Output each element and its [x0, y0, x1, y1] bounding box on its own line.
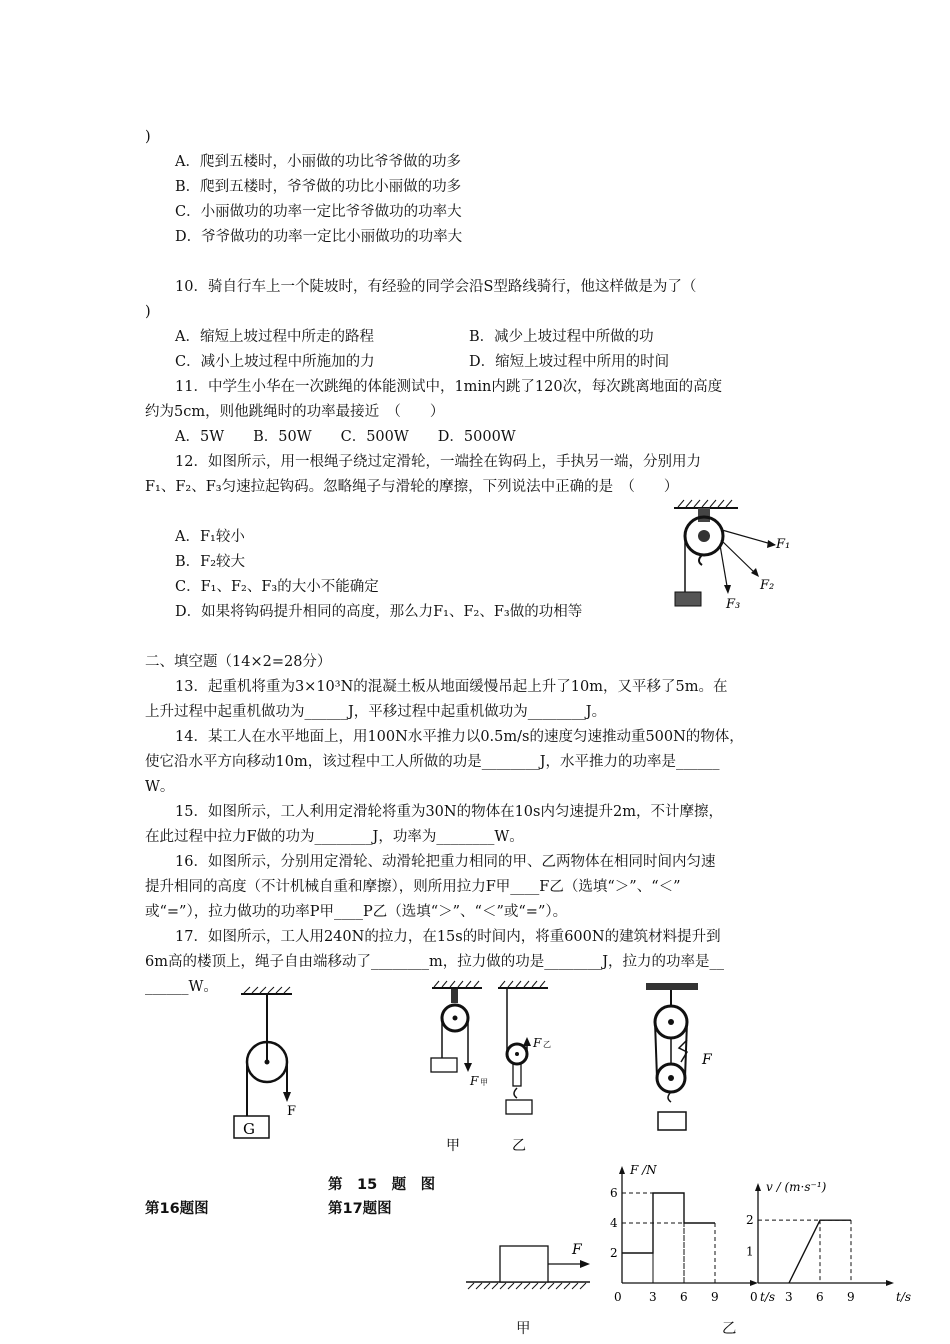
text-line: A．5W B．50W C．500W D．5000W	[175, 429, 516, 445]
x-axis-label: t/s	[896, 1290, 912, 1304]
x-tick-label: 3	[649, 1290, 657, 1304]
text-line: 提升相同的高度（不计机械自重和摩擦），则所用拉力F甲____F乙（选填“＞”、“＜”	[145, 879, 681, 895]
text-line: W。	[145, 779, 175, 795]
yi-label: 乙	[512, 1138, 526, 1154]
text-line: A．爬到五楼时，小丽做的功比爷爷做的功多	[175, 154, 461, 170]
text-line: )	[145, 129, 151, 145]
text-line: A．F₁较小	[175, 529, 245, 545]
text-line: 11．中学生小华在一次跳绳的体能测试中，1min内跳了120次，每次跳离地面的高度	[175, 379, 723, 395]
y-tick-label: 4	[610, 1216, 618, 1230]
text-line: D．如果将钩码提升相同的高度，那么力F₁、F₂、F₃做的功相等	[175, 604, 583, 620]
text-line: 在此过程中拉力F做的功为________J，功率为________W。	[145, 829, 524, 845]
text-line: 16．如图所示，分别用定滑轮、动滑轮把重力相同的甲、乙两物体在相同时间内匀速	[175, 854, 716, 870]
text-line: C．小丽做功的功率一定比爷爷做功的功率大	[175, 204, 462, 220]
text-line: )	[145, 304, 151, 320]
text-line: 12．如图所示，用一根绳子绕过定滑轮，一端拴在钩码上，手执另一端，分别用力	[175, 454, 701, 470]
f-label: F	[702, 1052, 712, 1068]
text-line: ______W。	[145, 979, 218, 995]
x-tick-label: 9	[711, 1290, 719, 1304]
text-line: 10．骑自行车上一个陡坡时，有经验的同学会沿S型路线骑行，他这样做是为了（	[175, 279, 697, 295]
bottom-jia-label: 甲	[516, 1321, 531, 1337]
text-line: 15．如图所示，工人利用定滑轮将重为30N的物体在10s内匀速提升2m，不计摩擦，	[175, 804, 723, 820]
text-line: F₁、F₂、F₃匀速拉起钩码。忽略绳子与滑轮的摩擦，下列说法中正确的是 （ ）	[145, 479, 679, 495]
figure-caption: 第17题图	[328, 1201, 392, 1217]
g-label: G	[243, 1120, 255, 1138]
y-tick-label: 2	[746, 1213, 754, 1228]
text-line: 约为5cm，则他跳绳时的功率最接近 （ ）	[145, 404, 445, 420]
block-f-label: F	[572, 1242, 582, 1258]
y-tick-label: 6	[610, 1186, 618, 1200]
f2-label: F₂	[760, 578, 775, 593]
text-line: B．减少上坡过程中所做的功	[469, 329, 654, 345]
f3-label: F₃	[726, 597, 741, 612]
x-axis-label: t/s	[760, 1290, 776, 1304]
text-line: 或“=”），拉力做功的功率P甲____P乙（选填“＞”、“＜”或“=”）。	[145, 904, 568, 920]
svg-text:乙: 乙	[543, 1040, 551, 1049]
svg-text:F: F	[533, 1036, 542, 1050]
f-label: F	[287, 1104, 297, 1119]
text-line: A．缩短上坡过程中所走的路程	[175, 329, 374, 345]
x-tick-label: 6	[680, 1290, 688, 1304]
text-line: D．缩短上坡过程中所用的时间	[469, 354, 670, 370]
svg-text:甲: 甲	[480, 1078, 488, 1087]
y-tick-label: 1	[746, 1244, 754, 1259]
text-line: C．F₁、F₂、F₃的大小不能确定	[175, 579, 379, 595]
text-line: 13．起重机将重为3×10³N的混凝土板从地面缓慢吊起上升了10m，又平移了5m。在	[175, 679, 728, 695]
bottom-yi-label: 乙	[722, 1321, 737, 1337]
x-tick-label: 0	[750, 1290, 758, 1304]
text-line: B．F₂较大	[175, 554, 246, 570]
f1-label: F₁	[776, 537, 791, 552]
x-tick-label: 9	[847, 1290, 855, 1304]
text-line: 6m高的楼顶上，绳子自由端移动了________m，拉力做的功是________J，拉力的功率是__	[145, 954, 725, 970]
x-tick-label: 6	[816, 1290, 824, 1304]
x-axis-arrow	[886, 1280, 894, 1286]
y-tick-label: 2	[610, 1246, 618, 1260]
x-tick-label: 3	[785, 1290, 793, 1304]
text-line: 上升过程中起重机做功为______J，平移过程中起重机做功为________J。	[145, 704, 607, 720]
x-tick-label: 0	[614, 1290, 622, 1304]
y-axis-arrow	[755, 1183, 761, 1191]
y-axis-label: v / (m·s⁻¹)	[766, 1180, 827, 1194]
jia-label: 甲	[446, 1138, 460, 1154]
text-line: 17．如图所示，工人用240N的拉力，在15s的时间内，将重600N的建筑材料提升到	[175, 929, 721, 945]
text-line: 使它沿水平方向移动10m，该过程中工人所做的功是________J，水平推力的功率是______	[145, 754, 720, 770]
figure-caption: 第 15 题 图	[328, 1177, 436, 1193]
text-line: B．爬到五楼时，爷爷做的功比小丽做的功多	[175, 179, 462, 195]
text-line: 14．某工人在水平地面上，用100N水平推力以0.5m/s的速度匀速推动重500N的物体，	[175, 729, 744, 745]
text-line: 二、填空题（14×2=28分）	[145, 654, 332, 670]
figure-caption: 第16题图	[145, 1201, 209, 1217]
svg-text:F: F	[470, 1074, 479, 1088]
text-line: C．减小上坡过程中所施加的力	[175, 354, 375, 370]
y-axis-label: F /N	[630, 1163, 657, 1177]
text-line: D．爷爷做功的功率一定比小丽做功的功率大	[175, 229, 463, 245]
